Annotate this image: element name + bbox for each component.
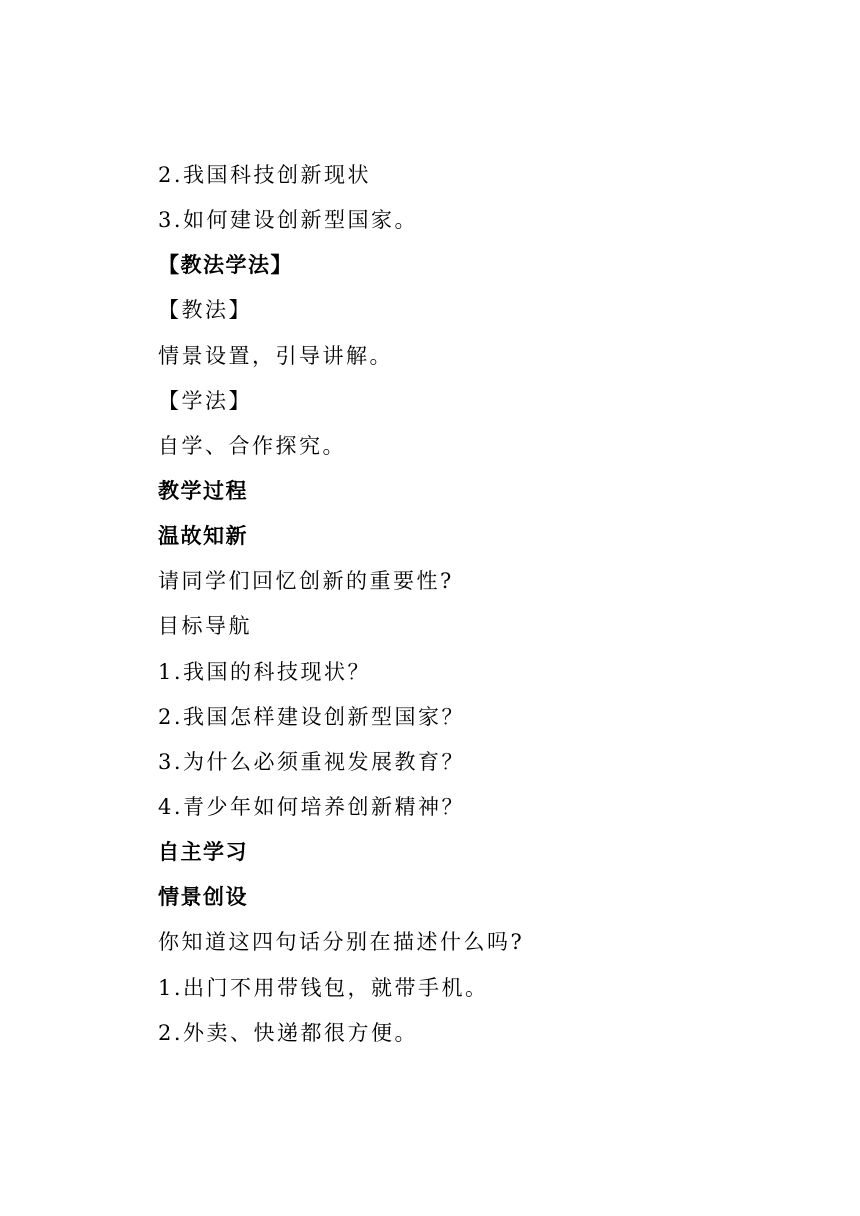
teaching-method-text: 情景设置，引导讲解。: [158, 343, 393, 368]
subheading-teaching-method: 【教法】: [158, 298, 252, 323]
goal-item-1: 1.我国的科技现状？: [158, 659, 372, 684]
scenario-item-1: 1.出门不用带钱包，就带手机。: [158, 975, 489, 1000]
subheading-learning-method: 【学法】: [158, 388, 252, 413]
heading-teaching-process: 教学过程: [158, 477, 248, 503]
goal-item-2: 2.我国怎样建设创新型国家？: [158, 704, 466, 729]
learning-method-text: 自学、合作探究。: [158, 433, 346, 458]
subheading-goal-navigation: 目标导航: [158, 614, 252, 639]
heading-self-study: 自主学习: [158, 839, 248, 865]
goal-item-3: 3.为什么必须重视发展教育？: [158, 749, 466, 774]
list-item-build-innovative-nation: 3.如何建设创新型国家。: [158, 208, 419, 233]
review-question: 请同学们回忆创新的重要性?: [158, 569, 454, 594]
heading-teaching-learning-methods: 【教法学法】: [158, 252, 293, 278]
heading-scenario: 情景创设: [158, 884, 248, 910]
heading-review: 温故知新: [158, 523, 248, 549]
goal-item-4: 4.青少年如何培养创新精神？: [158, 794, 466, 819]
list-item-tech-innovation-status: 2.我国科技创新现状: [158, 163, 372, 187]
scenario-item-2: 2.外卖、快递都很方便。: [158, 1020, 419, 1045]
scenario-question: 你知道这四句话分别在描述什么吗?: [158, 930, 525, 955]
document-body: [158, 157, 798, 1060]
